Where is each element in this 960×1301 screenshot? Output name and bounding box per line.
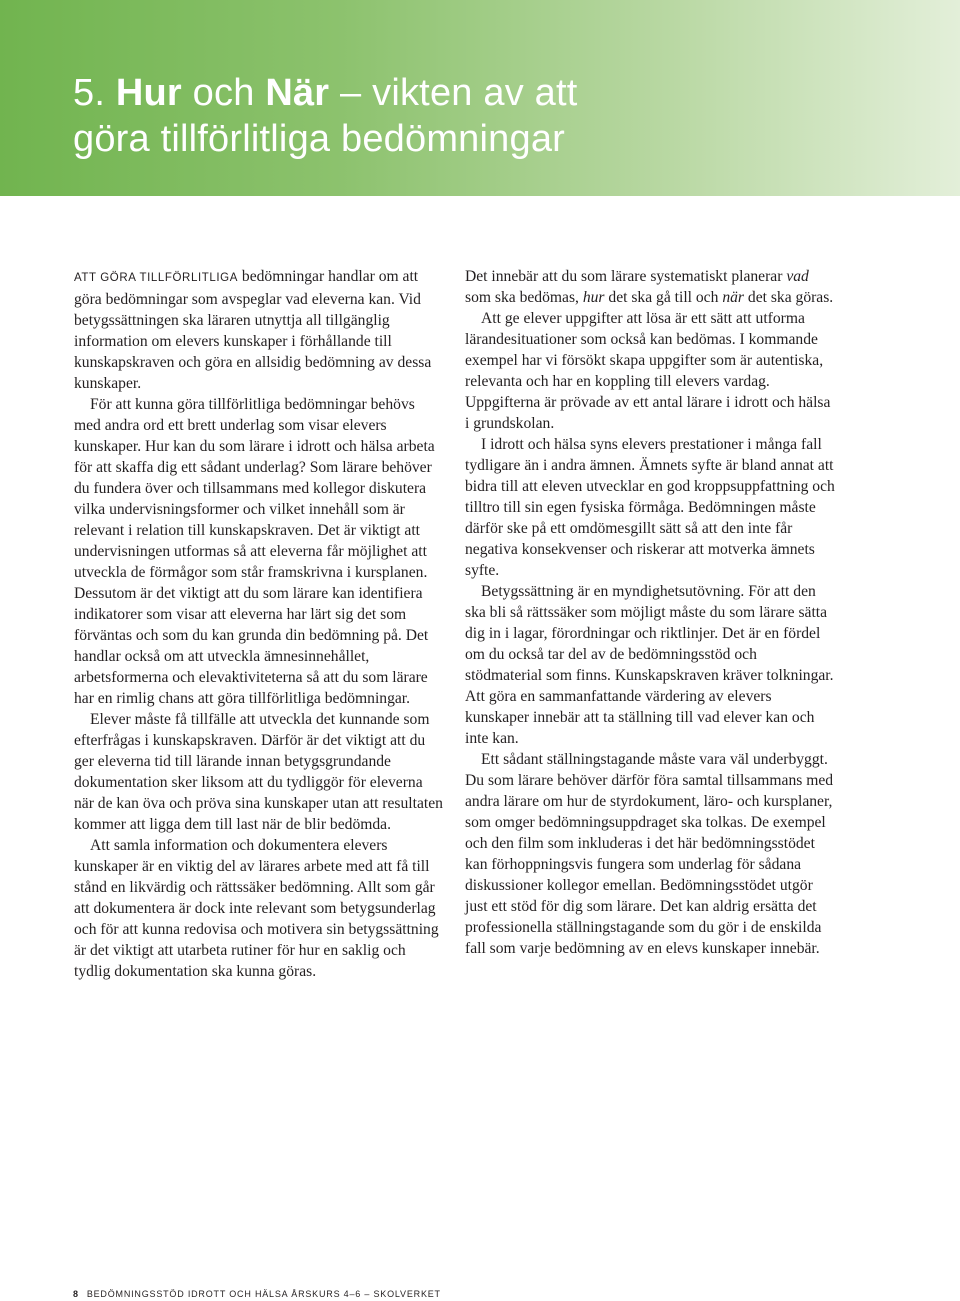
lead-in-caps: ATT GÖRA TILLFÖRLITLIGA [74, 272, 238, 284]
page-footer [73, 1289, 441, 1300]
italic-vad: vad [786, 268, 809, 285]
chapter-title [73, 70, 933, 162]
title-word-nar: När [265, 72, 330, 114]
left-paragraph-1-text: bedömningar handlar om att göra bedömningar som avspeglar vad eleverna kan. Vid betygssättningen ska läraren utnyttja all tillgänglig information om elevers kunskaper i förhållande till kunskapskraven och göra en allsidig bedömning av dessa kunskaper. [74, 268, 432, 392]
left-paragraph-3: Elever måste få tillfälle att utveckla det kunnande som efterfrågas i kunskapskraven. Därför är det viktigt att du ger eleverna tid till lärande innan betygsgrundande dokumentation sker liksom att du tydliggör för eleverna när de kan öva och pröva sina kunskaper utan att resultaten kommer att ligga dem till last när de blir bedömda. [74, 711, 443, 833]
left-paragraph-4: Att samla information och dokumentera elevers kunskaper är en viktig del av lärares arbete med att få till stånd en likvärdig och rättssäker bedömning. Allt som går att dokumentera är dock inte relevant som betygsunderlag och för att kunna redovisa och motivera sin betygssättning är det viktigt att utarbeta rutiner för hur en saklig och tydlig dokumentation ska kunna göras. [74, 837, 439, 980]
right-p1-part-a: Det innebär att du som lärare systematiskt planerar [465, 268, 783, 285]
right-p1-part-c: det ska gå till och [608, 289, 719, 306]
right-paragraph-2: Att ge elever uppgifter att lösa är ett sätt att utforma lärandesituationer som också kan bedömas. I kommande exempel har vi försökt skapa uppgifter som är autentiska, relevanta och har en koppling till elevers vardag. Uppgifterna är prövade av ett antal lärare i idrott och hälsa i grundskolan. [465, 310, 831, 432]
footer-running-title: BEDÖMNINGSSTÖD IDROTT OCH HÄLSA ÅRSKURS 4–6 – SKOLVERKET [86, 1289, 441, 1299]
left-paragraph-2: För att kunna göra tillförlitliga bedömningar behövs med andra ord ett brett underlag som visar elevers kunskaper. Hur kan du som lärare i idrott och hälsa arbeta för att skaffa dig ett sådant underlag? Som lärare behöver du fundera över och tillsammans med kollegor diskutera vilka undervisningsformer och vilket innehåll som är relevant i relation till kunskapskraven. Det är viktigt att undervisningen utformas så att eleverna får möjlighet att utveckla de förmågor som står framskrivna i kursplanen. Dessutom är det viktigt att du som lärare kan identifiera indikatorer som visar att eleverna har lärt sig det som förväntas och som du kan grunda din bedömning på. Det handlar också om att utveckla ämnesinnehållet, arbetsformerna och elevaktiviteterna så att du som lärare har en rimlig chans att göra tillförlitliga bedömningar. [74, 396, 435, 707]
right-paragraph-5: Ett sådant ställningstagande måste vara väl underbyggt. Du som lärare behöver därför föra samtal tillsammans med andra lärare om hur de styrdokument, läro- och kursplaner, som omger bedömningsuppdraget ska tolkas. De exempel och den film som inkluderas i det här bedömningsstödet kan förhoppningsvis fungera som underlag för sådana diskussioner kollegor emellan. Bedömningsstödet utgör just ett stöd för dig som lärare. Det kan aldrig ersätta det professionella ställningstagande som du gör i de enskilda fall som varje bedömning av en elevs kunskaper innebär. [465, 751, 834, 957]
italic-nar: när [722, 289, 744, 306]
right-paragraph-4: Betygssättning är en myndighetsutövning. För att den ska bli så rättssäker som möjligt måste du som lärare sätta dig in i lagar, förordningar och riktlinjer. Det är en fördel om du också tar del av de bedömningsstöd och stödmaterial som finns. Kunskapskraven kräver tolkningar. Att göra en sammanfattande värdering av elevers kunskaper innebär att ta ställning till vad elever kan och inte kan. [465, 583, 834, 747]
title-word-hur: Hur [115, 72, 182, 114]
right-p1-part-b: som ska bedömas, [465, 289, 579, 306]
right-paragraph-3: I idrott och hälsa syns elevers prestationer i många fall tydligare än i andra ämnen. Ämnets syfte är bland annat att bidra till att eleven utvecklar en god kroppsuppfattning och tilltro till sin egen fysiska förmåga. Bedömningen måste därför ske på ett omdömesgillt sätt så att den inte får negativa konsekvenser och riskerar att motverka ämnets syfte. [465, 436, 835, 579]
right-paragraph-1 [465, 266, 835, 308]
left-paragraph-1 [74, 266, 444, 394]
page-number: 8 [73, 1289, 79, 1299]
chapter-number: 5. [73, 72, 106, 114]
title-subtitle-start: – vikten av att [340, 72, 578, 114]
right-column [465, 266, 835, 959]
italic-hur: hur [582, 289, 605, 306]
title-word-och: och [192, 72, 255, 114]
right-p1-part-d: det ska göras. [747, 289, 834, 306]
title-subtitle-end: göra tillförlitliga bedömningar [73, 118, 566, 160]
left-column [74, 266, 444, 982]
